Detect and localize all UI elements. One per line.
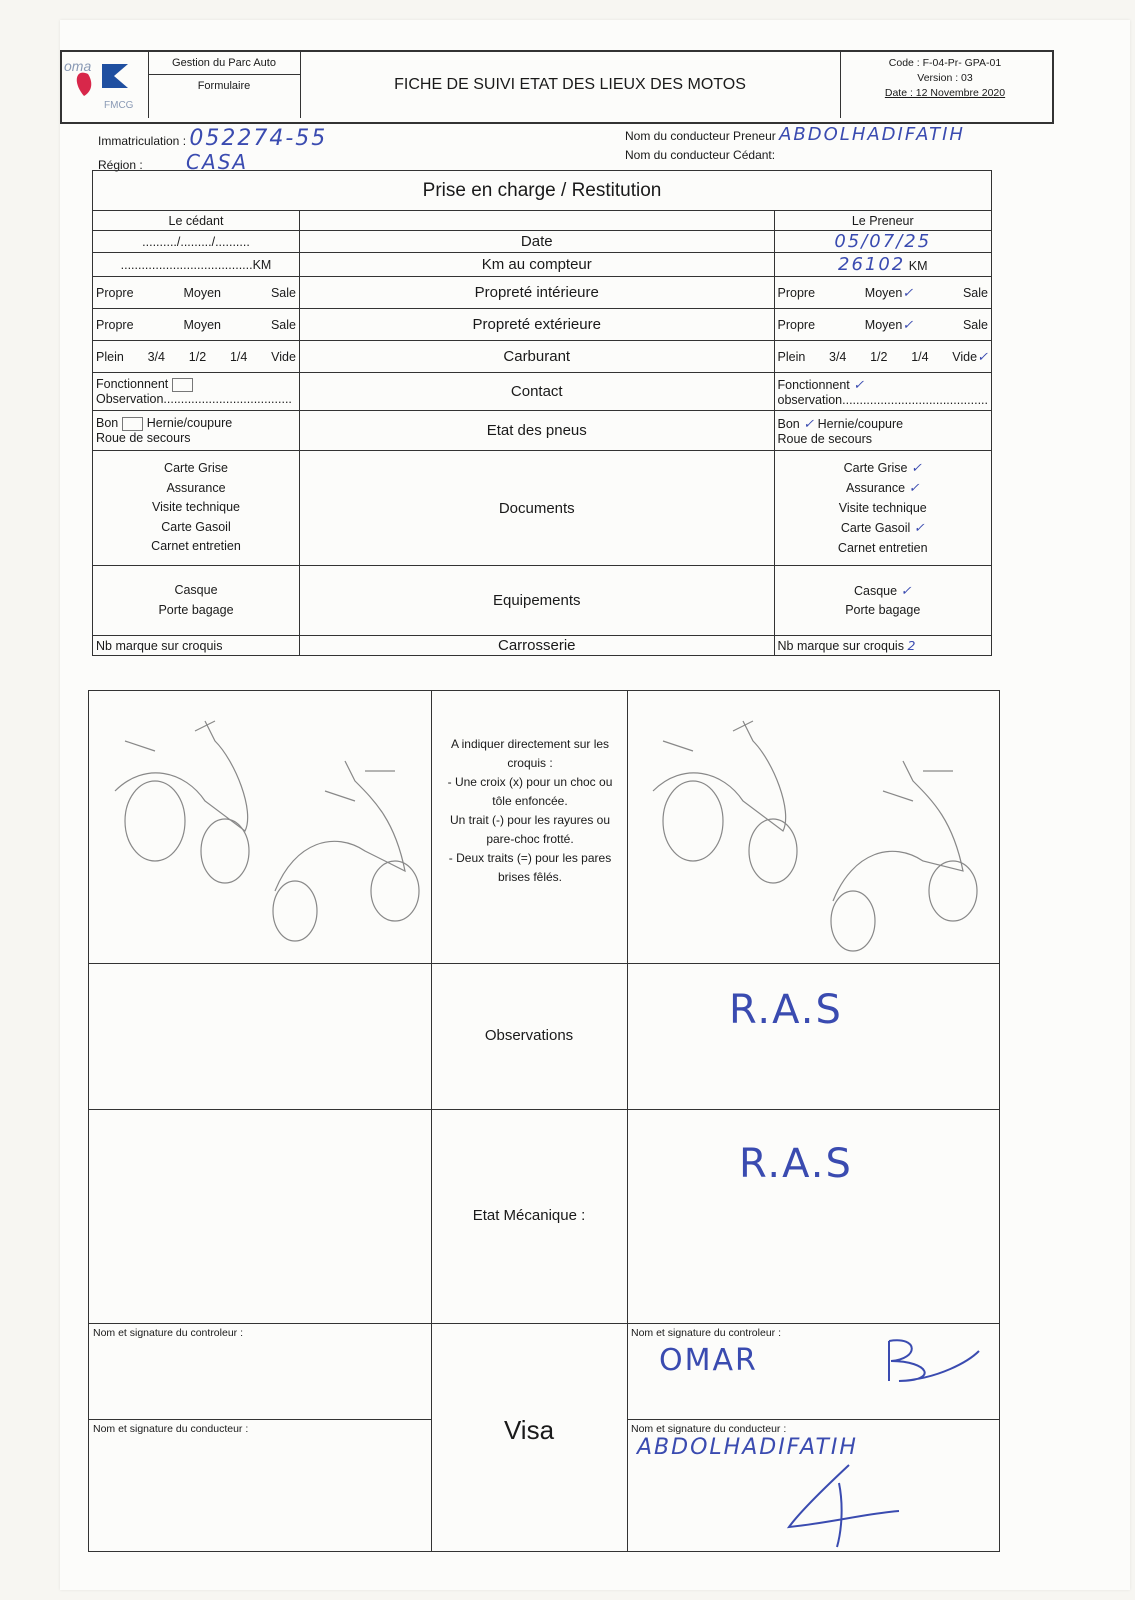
equipements-label: Equipements — [300, 566, 775, 636]
preneur-label: Nom du conducteur Preneur — [625, 129, 776, 143]
fuel-label: Carburant — [300, 341, 775, 373]
preneur-km-cell — [774, 253, 992, 277]
conducteur-label-cedant: Nom et signature du conducteur : — [93, 1423, 249, 1435]
check-mark: ✓ — [803, 415, 815, 431]
check-mark: ✓ — [902, 284, 914, 300]
equip-casque: Casque — [174, 583, 218, 597]
document-sheet — [60, 20, 1130, 1590]
opt-sale: Sale — [962, 285, 988, 300]
preneur-interior — [774, 277, 992, 309]
roue-label: Roue de secours — [777, 431, 873, 446]
inspection-table — [92, 170, 992, 656]
carrosserie-label: Carrosserie — [300, 636, 775, 656]
region-label: Région : — [98, 158, 143, 172]
fuel-1-2: 1/2 — [188, 349, 207, 364]
exterior-label: Propreté extérieure — [300, 309, 775, 341]
cedant-interior — [93, 277, 300, 309]
fonctionnent-label: Fonctionnent — [96, 377, 169, 392]
doc-carnet: Carnet entretien — [151, 539, 241, 554]
visa-label: Visa — [503, 1415, 555, 1445]
sketch-instructions — [437, 735, 623, 887]
opt-propre: Propre — [96, 317, 134, 332]
observation-line: Observation..................................... — [96, 391, 292, 406]
doc-visite: Visite technique — [838, 500, 927, 515]
conducteur-name: ABDOLHADIFATIH — [637, 1435, 858, 1460]
equip-porte-bagage: Porte bagage — [158, 602, 234, 617]
logo-text: oma — [64, 58, 92, 74]
lower-grid — [88, 690, 1000, 1552]
immat-label: Immatriculation : — [98, 134, 187, 148]
preneur-tyres — [774, 411, 992, 451]
scooter-sketch-preneur — [633, 701, 993, 956]
doc-carte-gasoil: Carte Gasoil — [161, 519, 231, 534]
fuel-3-4: 3/4 — [829, 349, 847, 364]
check-mark: ✓ — [853, 376, 865, 392]
doc-date: Date : 12 Novembre 2020 — [884, 87, 1006, 99]
header-dept-cell — [148, 52, 301, 118]
cedant-equipements — [93, 566, 300, 636]
opt-propre: Propre — [96, 285, 134, 300]
check-mark: ✓ — [977, 348, 988, 364]
fuel-plein: Plein — [96, 349, 124, 364]
instruction-line: A indiquer directement sur les croquis : — [450, 737, 610, 770]
observations-label: Observations — [484, 1027, 574, 1044]
roue-label: Roue de secours — [96, 430, 191, 445]
cedant-fuel — [93, 341, 300, 373]
hernie-label: Hernie/coupure — [146, 416, 233, 431]
preneur-equipements — [774, 566, 992, 636]
doc-visite: Visite technique — [151, 500, 241, 515]
preneur-line — [625, 124, 965, 145]
region-value: CASA — [186, 150, 249, 174]
immatriculation-line — [98, 126, 327, 151]
cedant-exterior — [93, 309, 300, 341]
doc-assurance: Assurance — [846, 481, 906, 496]
checkbox[interactable] — [122, 417, 143, 431]
controleur-label-preneur: Nom et signature du controleur : — [631, 1327, 781, 1339]
observation-line: observation.......................................... — [777, 392, 988, 407]
doc-version: Version : 03 — [917, 72, 973, 84]
mecanique-value: R.A.S — [739, 1141, 853, 1187]
controleur-name: OMAR — [659, 1343, 758, 1378]
cedant-nb-marque: Nb marque sur croquis — [93, 636, 300, 656]
divider — [627, 1419, 999, 1420]
section-title: Prise en charge / Restitution — [93, 171, 992, 211]
fuel-1-4: 1/4 — [229, 349, 248, 364]
opt-sale: Sale — [962, 317, 988, 332]
doc-carnet: Carnet entretien — [837, 540, 928, 555]
col-cedant: Le cédant — [93, 211, 300, 231]
instruction-line: Un trait (-) pour les rayures ou pare-choc frotté. — [449, 813, 611, 846]
doc-carte-grise: Carte Grise — [164, 461, 228, 476]
opt-sale: Sale — [270, 285, 296, 300]
hernie-label: Hernie/coupure — [817, 416, 904, 431]
divider — [89, 1323, 999, 1324]
controleur-label-cedant: Nom et signature du controleur : — [93, 1327, 243, 1339]
doc-code: Code : F-04-Pr- GPA-01 — [888, 57, 1002, 69]
cedant-documents — [93, 451, 300, 566]
tyres-label: Etat des pneus — [300, 411, 775, 451]
cedant-line — [625, 148, 775, 162]
doc-code-block — [842, 56, 1048, 101]
logo-subtext: FMCG — [104, 100, 134, 111]
fonctionnent-label: Fonctionnent — [777, 377, 850, 392]
preneur-nb-marque: Nb marque sur croquis 2 — [774, 636, 992, 656]
cedant-contact — [93, 373, 300, 411]
opt-moyen: Moyen✓ — [864, 284, 914, 300]
form-type: Formulaire — [197, 80, 251, 92]
form-title: FICHE DE SUIVI ETAT DES LIEUX DES MOTOS — [300, 52, 841, 118]
opt-moyen: Moyen — [183, 317, 222, 332]
check-mark: ✓ — [902, 316, 914, 332]
equip-porte-bagage: Porte bagage — [845, 603, 921, 617]
preneur-value: ABDOLHADIFATIH — [779, 124, 965, 145]
scooter-sketch-cedant — [95, 701, 425, 956]
opt-propre: Propre — [777, 317, 816, 332]
header-block — [60, 50, 1054, 124]
opt-sale: Sale — [270, 317, 296, 332]
mecanique-label: Etat Mécanique : — [472, 1207, 586, 1224]
company-logo — [62, 52, 149, 118]
nb-marque-value: 2 — [907, 638, 918, 653]
preneur-fuel — [774, 341, 992, 373]
fuel-plein: Plein — [777, 349, 806, 364]
blank-cell — [300, 211, 775, 231]
fuel-vide: Vide — [271, 349, 296, 364]
check-mark: ✓ — [913, 520, 925, 536]
equip-casque: Casque — [854, 583, 898, 598]
divider — [89, 1419, 431, 1420]
divider — [627, 691, 628, 1551]
fuel-1-2: 1/2 — [870, 349, 888, 364]
bon-label: Bon — [777, 416, 800, 431]
preneur-contact — [774, 373, 992, 411]
cedant-date: ........../........./.......... — [93, 231, 300, 253]
preneur-documents — [774, 451, 992, 566]
checkbox[interactable] — [172, 378, 193, 392]
col-preneur: Le Preneur — [774, 211, 992, 231]
immat-value: 052274-55 — [189, 126, 328, 151]
preneur-date: 05/07/25 — [774, 231, 992, 253]
cedant-label: Nom du conducteur Cédant: — [625, 148, 776, 162]
doc-carte-gasoil: Carte Gasoil — [840, 521, 911, 536]
opt-propre: Propre — [777, 285, 816, 300]
fuel-3-4: 3/4 — [147, 349, 165, 364]
opt-moyen: Moyen — [183, 285, 222, 300]
bon-label: Bon — [96, 416, 119, 431]
preneur-km: 26102 — [838, 254, 906, 275]
instruction-line: - Une croix (x) pour un choc ou tôle enfoncée. — [447, 775, 613, 808]
doc-carte-grise: Carte Grise — [843, 460, 908, 475]
interior-label: Propreté intérieure — [300, 277, 775, 309]
contact-label: Contact — [300, 373, 775, 411]
check-mark: ✓ — [910, 459, 922, 475]
preneur-exterior — [774, 309, 992, 341]
check-mark: ✓ — [908, 480, 920, 496]
observations-value: R.A.S — [729, 987, 843, 1033]
doc-assurance: Assurance — [166, 480, 226, 495]
dept-name: Gestion du Parc Auto — [148, 52, 300, 75]
opt-moyen: Moyen✓ — [864, 316, 914, 332]
conducteur-label-preneur: Nom et signature du conducteur : — [631, 1423, 787, 1435]
cedant-km: ......................................KM — [93, 253, 300, 277]
km-label: Km au compteur — [300, 253, 775, 277]
instruction-line: - Deux traits (=) pour les pares brises fêlés. — [448, 851, 612, 884]
documents-label: Documents — [300, 451, 775, 566]
conducteur-signature — [779, 1463, 919, 1554]
cedant-tyres — [93, 411, 300, 451]
fuel-1-4: 1/4 — [911, 349, 929, 364]
km-unit: KM — [908, 259, 928, 273]
controleur-signature — [879, 1331, 989, 1396]
fuel-vide: Vide✓ — [952, 348, 988, 364]
date-label: Date — [300, 231, 775, 253]
check-mark: ✓ — [900, 582, 912, 598]
